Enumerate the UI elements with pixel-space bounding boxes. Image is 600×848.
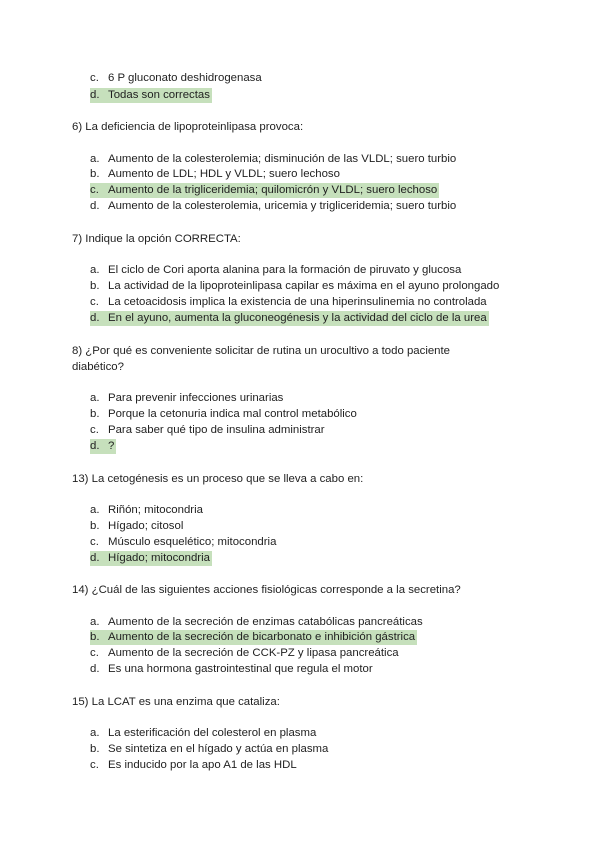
option-letter: d. — [90, 312, 100, 324]
option-text: La esterificación del colesterol en plasma — [108, 727, 317, 739]
option-c — [90, 71, 262, 86]
option-text: Músculo esquelético; mitocondria — [108, 536, 277, 548]
question-7: 7) Indique la opción CORRECTA: — [72, 233, 241, 245]
option-letter: b. — [90, 631, 100, 643]
option-d-correct — [90, 88, 212, 103]
question-8-line-1: 8) ¿Por qué es conveniente solicitar de rutina un urocultivo a todo paciente — [72, 345, 451, 357]
question-15: 15) La LCAT es una enzima que cataliza: — [72, 696, 280, 708]
option-b — [90, 742, 328, 757]
option-a — [90, 615, 423, 630]
option-text: Porque la cetonuria indica mal control metabólico — [108, 408, 357, 420]
question-13: 13) La cetogénesis es un proceso que se lleva a cabo en: — [72, 473, 364, 485]
correct-answer-highlight — [90, 551, 212, 566]
option-text: ? — [108, 440, 115, 452]
option-b — [90, 279, 499, 294]
option-text: Es inducido por la apo A1 de las HDL — [108, 759, 297, 771]
option-letter: b. — [90, 743, 100, 755]
option-letter: a. — [90, 153, 100, 165]
question-6: 6) La deficiencia de lipoproteinlipasa provoca: — [72, 121, 304, 133]
option-text: 6 P gluconato deshidrogenasa — [108, 72, 262, 84]
correct-answer-highlight — [90, 630, 417, 645]
option-letter: b. — [90, 520, 100, 532]
option-letter: c. — [90, 424, 99, 436]
option-b-correct — [90, 630, 417, 645]
option-text: Hígado; mitocondria — [108, 552, 210, 564]
option-letter: d. — [90, 200, 100, 212]
option-b — [90, 519, 183, 534]
option-d — [90, 662, 373, 677]
question-8-line-2: diabético? — [72, 361, 124, 373]
option-a — [90, 726, 316, 741]
option-c — [90, 423, 325, 438]
option-c-correct — [90, 183, 439, 198]
option-text: Aumento de la secreción de enzimas catabólicas pancreáticas — [108, 616, 423, 628]
option-a — [90, 391, 283, 406]
option-letter: c. — [90, 759, 99, 771]
option-letter: d. — [90, 663, 100, 675]
option-d-correct — [90, 551, 212, 566]
option-text: Para prevenir infecciones urinarias — [108, 392, 284, 404]
option-letter: a. — [90, 504, 100, 516]
option-letter: c. — [90, 184, 99, 196]
correct-answer-highlight — [90, 88, 212, 103]
option-d — [90, 199, 456, 214]
option-text: Hígado; citosol — [108, 520, 184, 532]
option-letter: a. — [90, 392, 100, 404]
option-text: Aumento de la trigliceridemia; quilomicrón y VLDL; suero lechoso — [108, 184, 438, 196]
option-letter: c. — [90, 536, 99, 548]
option-a — [90, 503, 203, 518]
option-text: Aumento de la secreción de CCK-PZ y lipasa pancreática — [108, 647, 399, 659]
option-letter: d. — [90, 89, 100, 101]
option-c — [90, 758, 297, 773]
correct-answer-highlight — [90, 311, 489, 326]
option-c — [90, 535, 276, 550]
option-letter: a. — [90, 264, 100, 276]
option-d-correct — [90, 311, 489, 326]
option-text: Para saber qué tipo de insulina administrar — [108, 424, 325, 436]
option-letter: c. — [90, 296, 99, 308]
option-text: Todas son correctas — [108, 89, 210, 101]
option-text: Se sintetiza en el hígado y actúa en plasma — [108, 743, 329, 755]
option-text: Aumento de la secreción de bicarbonato e inhibición gástrica — [108, 631, 416, 643]
option-letter: b. — [90, 280, 100, 292]
correct-answer-highlight — [90, 183, 439, 198]
option-b — [90, 407, 357, 422]
option-d-correct — [90, 439, 116, 454]
option-a — [90, 263, 461, 278]
option-letter: d. — [90, 552, 100, 564]
option-text: La actividad de la lipoproteinlipasa capilar es máxima en el ayuno prolongado — [108, 280, 500, 292]
option-letter: b. — [90, 168, 100, 180]
option-letter: c. — [90, 72, 99, 84]
option-text: Riñón; mitocondria — [108, 504, 203, 516]
option-text: El ciclo de Cori aporta alanina para la formación de piruvato y glucosa — [108, 264, 462, 276]
option-letter: a. — [90, 616, 100, 628]
option-text: Aumento de la colesterolemia, uricemia y trigliceridemia; suero turbio — [108, 200, 457, 212]
option-letter: a. — [90, 727, 100, 739]
option-letter: d. — [90, 440, 100, 452]
option-c — [90, 295, 487, 310]
option-a — [90, 152, 456, 167]
option-text: La cetoacidosis implica la existencia de una hiperinsulinemia no controlada — [108, 296, 487, 308]
correct-answer-highlight — [90, 439, 116, 454]
option-letter: c. — [90, 647, 99, 659]
option-letter: b. — [90, 408, 100, 420]
option-b — [90, 167, 340, 182]
option-text: Aumento de la colesterolemia; disminución de las VLDL; suero turbio — [108, 153, 457, 165]
option-text: En el ayuno, aumenta la gluconeogénesis y la actividad del ciclo de la urea — [108, 312, 487, 324]
option-text: Aumento de LDL; HDL y VLDL; suero lechoso — [108, 168, 340, 180]
option-c — [90, 646, 399, 661]
option-text: Es una hormona gastrointestinal que regula el motor — [108, 663, 373, 675]
question-14: 14) ¿Cuál de las siguientes acciones fisiológicas corresponde a la secretina? — [72, 584, 461, 596]
